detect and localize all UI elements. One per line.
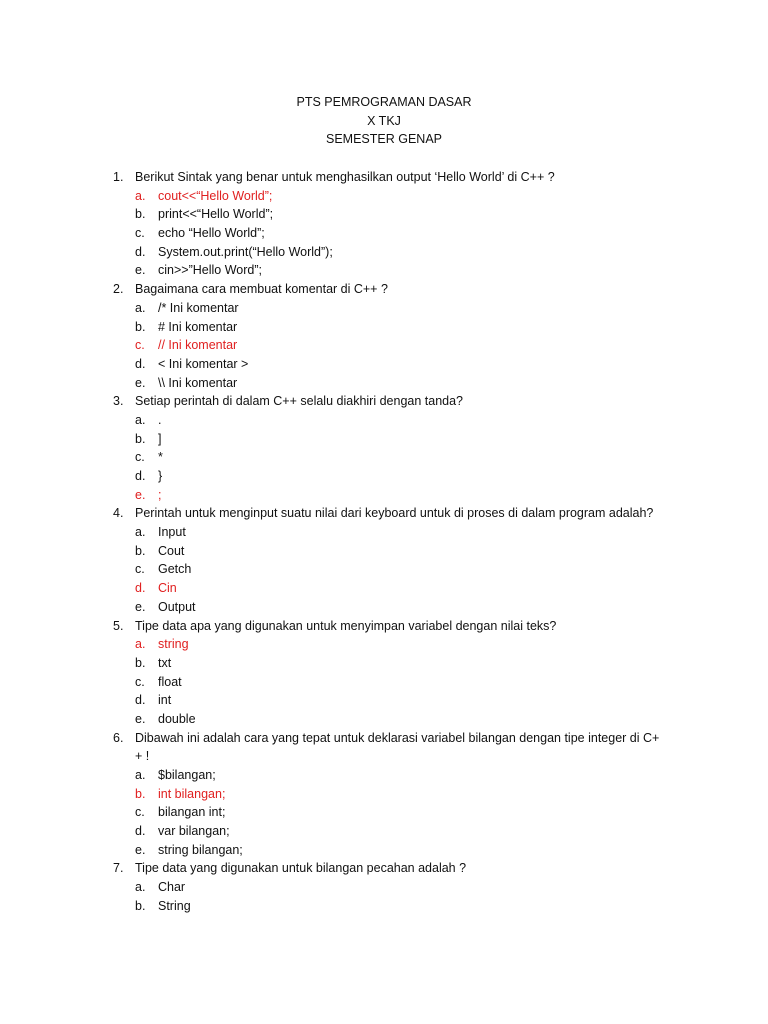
question-text: Perintah untuk menginput suatu nilai dari keyboard untuk di proses di dalam program adalah?	[135, 506, 654, 521]
option-text: cout<<“Hello World”;	[158, 188, 273, 203]
option-letter: e.	[135, 842, 146, 857]
option-text: < Ini komentar >	[158, 356, 249, 371]
option	[0, 822, 768, 841]
option-text: Getch	[158, 562, 192, 577]
option-letter: c.	[135, 226, 145, 241]
option-text: .	[158, 412, 162, 427]
option-text: }	[158, 469, 163, 483]
option-letter: a.	[135, 188, 146, 203]
option-text: ;	[158, 487, 162, 502]
option-text: /* Ini komentar	[158, 300, 239, 315]
question-text-continued	[0, 747, 768, 766]
question-4	[0, 504, 768, 523]
option	[0, 467, 768, 486]
option-text: echo “Hello World”;	[158, 226, 265, 241]
option-letter: b.	[135, 319, 146, 334]
option-letter: a.	[135, 412, 146, 427]
option-text: Input	[158, 525, 186, 540]
option	[0, 411, 768, 430]
option-correct	[0, 785, 768, 804]
question-text: Tipe data yang digunakan untuk bilangan pecahan adalah ?	[135, 861, 467, 876]
question-number: 4.	[113, 506, 124, 521]
option	[0, 523, 768, 542]
option-text: txt	[158, 655, 172, 670]
option-letter: b.	[135, 786, 146, 801]
option-letter: c.	[135, 338, 145, 353]
question-number: 6.	[113, 730, 124, 745]
option	[0, 841, 768, 860]
option-text: string	[158, 637, 189, 652]
option-text: System.out.print(“Hello World”);	[158, 244, 333, 259]
option-letter: e.	[135, 263, 146, 278]
option-text: int bilangan;	[158, 786, 226, 801]
header-title: PTS PEMROGRAMAN DASAR	[296, 95, 472, 109]
option	[0, 673, 768, 692]
option-text: cin>>”Hello Word”;	[158, 263, 262, 278]
question-text: Berikut Sintak yang benar untuk menghasilkan output ‘Hello World’ di C++ ?	[135, 170, 555, 184]
question-2	[0, 280, 768, 299]
option-text: Cout	[158, 543, 185, 558]
option-text: string bilangan;	[158, 842, 243, 857]
option	[0, 710, 768, 729]
option-letter: d.	[135, 356, 146, 371]
option-letter: c.	[135, 805, 145, 820]
option-text: double	[158, 711, 196, 726]
option	[0, 542, 768, 561]
question-5	[0, 617, 768, 636]
question-text: Setiap perintah di dalam C++ selalu diakhiri dengan tanda?	[135, 394, 464, 409]
option-text: Cin	[158, 581, 177, 596]
option-letter: a.	[135, 768, 146, 782]
option	[0, 766, 768, 785]
option-text: # Ini komentar	[158, 319, 238, 334]
question-6	[0, 729, 768, 748]
option-letter: b.	[135, 655, 146, 670]
option-letter: a.	[135, 300, 146, 315]
option-letter: c.	[135, 674, 145, 689]
option-letter: b.	[135, 431, 146, 446]
option	[0, 430, 768, 449]
option	[0, 318, 768, 337]
option	[0, 897, 768, 916]
header-class: X TKJ	[367, 113, 401, 128]
question-number: 5.	[113, 618, 124, 633]
option-text: \\ Ini komentar	[158, 375, 238, 390]
option	[0, 205, 768, 224]
option	[0, 560, 768, 579]
question-number: 3.	[113, 394, 124, 409]
option-letter: a.	[135, 525, 146, 540]
option-correct	[0, 635, 768, 654]
header-semester: SEMESTER GENAP	[326, 132, 442, 147]
option	[0, 261, 768, 280]
option	[0, 299, 768, 318]
option-text: var bilangan;	[158, 824, 230, 839]
question-number: 1.	[113, 170, 124, 184]
option-letter: c.	[135, 450, 145, 465]
option	[0, 878, 768, 897]
option-text: ]	[158, 431, 162, 446]
question-number: 2.	[113, 282, 124, 297]
question-3	[0, 392, 768, 411]
option-correct	[0, 486, 768, 505]
option-text: int	[158, 693, 172, 708]
option-text: bilangan int;	[158, 805, 226, 820]
option-letter: b.	[135, 898, 146, 913]
option	[0, 691, 768, 710]
option-text: String	[158, 898, 191, 913]
option-text: $bilangan;	[158, 768, 216, 782]
option-letter: b.	[135, 207, 146, 222]
question-text: Tipe data apa yang digunakan untuk menyimpan variabel dengan nilai teks?	[135, 618, 557, 633]
option	[0, 598, 768, 617]
option-letter: d.	[135, 244, 146, 259]
question-text-wrap: + !	[135, 749, 150, 764]
option-text: Char	[158, 880, 186, 895]
option-correct	[0, 187, 768, 206]
option-text: *	[158, 450, 163, 465]
option-text: print<<“Hello World”;	[158, 207, 274, 222]
option-letter: e.	[135, 711, 146, 726]
option-letter: e.	[135, 599, 146, 614]
option-letter: d.	[135, 824, 146, 839]
option-letter: d.	[135, 469, 146, 483]
option-letter: e.	[135, 487, 146, 502]
option	[0, 243, 768, 262]
option-letter: d.	[135, 693, 146, 708]
option-letter: a.	[135, 880, 146, 895]
option	[0, 803, 768, 822]
option-letter: c.	[135, 562, 145, 577]
option	[0, 374, 768, 393]
question-7	[0, 859, 768, 878]
option-text: float	[158, 674, 182, 689]
option-text: // Ini komentar	[158, 338, 238, 353]
option-letter: a.	[135, 637, 146, 652]
question-text: Bagaimana cara membuat komentar di C++ ?	[135, 282, 388, 297]
option	[0, 448, 768, 467]
question-text: Dibawah ini adalah cara yang tepat untuk deklarasi variabel bilangan dengan tipe integer di C+	[135, 730, 660, 745]
option-letter: d.	[135, 581, 146, 596]
option-letter: e.	[135, 375, 146, 390]
option	[0, 224, 768, 243]
option	[0, 654, 768, 673]
question-number: 7.	[113, 861, 124, 876]
question-list	[0, 168, 768, 916]
option-text: Output	[158, 599, 196, 614]
option-correct	[0, 579, 768, 598]
document-header	[0, 93, 768, 149]
option	[0, 355, 768, 374]
option-correct	[0, 336, 768, 355]
option-letter: b.	[135, 543, 146, 558]
question-1	[0, 168, 768, 187]
